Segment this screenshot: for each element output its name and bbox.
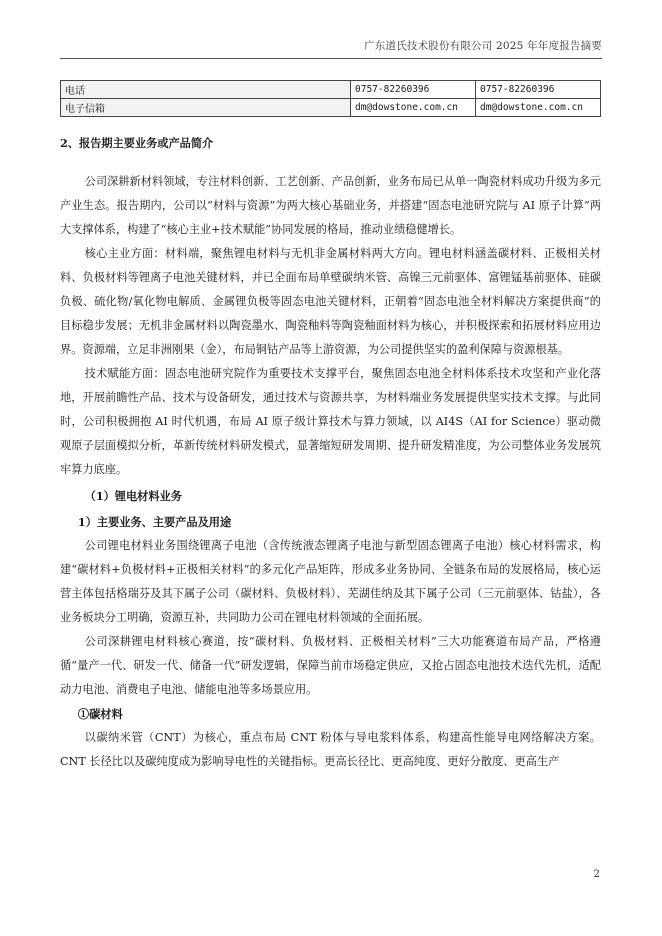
phone-value-2: 0757-82260396 <box>476 81 601 99</box>
page-number: 2 <box>593 868 600 880</box>
table-row <box>61 81 601 99</box>
table-row <box>61 99 601 117</box>
section-heading: 2、报告期主要业务或产品简介 <box>60 136 214 150</box>
body-paragraph: 公司深耕新材料领域，专注材料创新、工艺创新、产品创新，业务布局已从单一陶瓷材料成功升级为多元产业生态。报告期内，公司以“材料与资源”为两大核心基础业务，并搭建“固态电池研究院与 AI 原子计算”两大支撑体系，构建了“核心主业+技术赋能”协同发展的格局，推动业绩稳健增长。 <box>60 175 601 236</box>
subheading-main-business: 1）主要业务、主要产品及用途 <box>77 515 232 529</box>
main-content <box>60 132 601 774</box>
body-paragraph: 技术赋能方面：固态电池研究院作为重要技术支撑平台，聚焦固态电池全材料体系技术攻坚和产业化落地，开展前瞻性产品、技术与设备研发，通过技术与资源共享，为材料端业务发展提供坚实技术支撑。与此同时，公司积极拥抱 AI 时代机遇，布局 AI 原子级计算技术与算力领域，以 AI4S（AI for Science）驱动微观原子层面模拟分析，革新传统材料研发模式，显著缩短研发周期、提升研发精准度，为公司整体业务发展筑牢算力底座。 <box>60 367 601 476</box>
page-header: 广东道氏技术股份有限公司 2025 年年度报告摘要 <box>364 40 602 52</box>
body-paragraph: 核心主业方面：材料端，聚焦锂电材料与无机非金属材料两大方向。锂电材料涵盖碳材料、正极相关材料、负极材料等锂离子电池关键材料，并已全面布局单壁碳纳米管、高镍三元前驱体、富锂锰基前驱体、硅碳负极、硫化物/氧化物电解质、金属锂负极等固态电池关键材料，正朝着“固态电池全材料解决方案提供商”的目标稳步发展；无机非金属材料以陶瓷墨水、陶瓷釉料等陶瓷釉面材料为核心，并积极探索和拓展材料应用边界。资源端，立足非洲刚果（金），布局铜钴产品等上游资源，为公司提供坚实的盈利保障与资源根基。 <box>60 247 601 356</box>
body-paragraph: 公司锂电材料业务围绕锂离子电池（含传统液态锂离子电池与新型固态锂离子电池）核心材料需求，构建“碳材料+负极材料+正极相关材料”的多元化产品矩阵，形成多业务协同、全链条布局的发展格局，核心运营主体包括格瑞芬及其下属子公司（碳材料、负极材料）、芜湖佳纳及其下属子公司（三元前驱体、钴盐），各业务板块分工明确，资源互补，共同助力公司在锂电材料领域的全面拓展。 <box>60 539 601 624</box>
subheading-lithium: （1）锂电材料业务 <box>84 489 182 503</box>
header-divider <box>60 58 602 59</box>
body-paragraph: 公司深耕锂电材料核心赛道，按“碳材料、负极材料、正极相关材料”三大功能赛道布局产品，严格遵循“量产一代、研发一代、储备一代”研发逻辑，保障当前市场稳定供应，又抢占固态电池技术迭代先机，适配动力电池、消费电子电池、储能电池等多场景应用。 <box>60 635 601 696</box>
email-label: 电子信箱 <box>61 99 351 117</box>
subheading-carbon: ①碳材料 <box>77 707 123 721</box>
email-value-1: dm@dowstone.com.cn <box>351 99 476 117</box>
contact-table <box>60 80 601 117</box>
body-paragraph: 以碳纳米管（CNT）为核心，重点布局 CNT 粉体与导电浆料体系，构建高性能导电网络解决方案。CNT 长径比以及碳纯度成为影响导电性的关键指标。更高长径比、更高纯度、更好分散度、更高生产 <box>60 731 601 768</box>
email-value-2: dm@dowstone.com.cn <box>476 99 601 117</box>
phone-value-1: 0757-82260396 <box>351 81 476 99</box>
phone-label: 电话 <box>61 81 351 99</box>
